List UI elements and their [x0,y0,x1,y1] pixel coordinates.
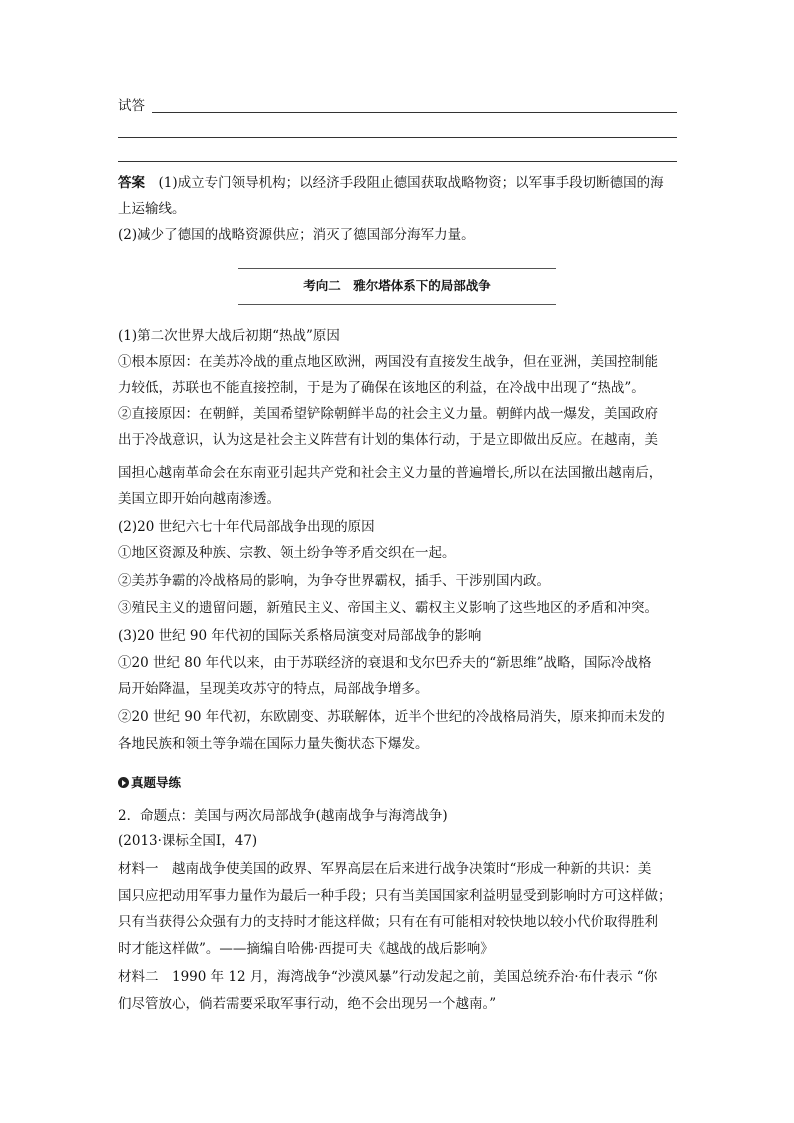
practice-heading-text: 真题导练 [131,775,182,790]
material2-line: 们尽管放心，倘若需要采取军事行动，绝不会出现另一个越南。” [118,996,497,1012]
answer-prompt-label: 试答 [118,98,145,114]
material1-line: 只有当获得公众强有力的支持时才能这样做；只有在有可能相对较快地以较小代价取得胜利 [118,914,658,930]
content-line: 出于冷战意识，认为这是社会主义阵营有计划的集体行动，于是立即做出反应。在越南，美 [118,432,658,448]
content-line: ③殖民主义的遗留问题，新殖民主义、帝国主义、霸权主义影响了这些地区的矛盾和冲突。 [118,600,658,616]
material1-line: 国只应把动用军事力量作为最后一种手段；只有当美国国家利益明显受到影响时方可这样做； [118,888,672,904]
content-line: (2)20 世纪六七十年代局部战争出现的原因 [118,519,375,535]
answer-line-3[interactable] [118,161,677,162]
material1-line: 时才能这样做”。——摘编自哈佛·西提可夫《越战的战后影响》 [118,941,494,957]
play-circle-icon [118,777,129,788]
content-line: ②20 世纪 90 年代初，东欧剧变、苏联解体，近半个世纪的冷战格局消失，原来抑而未发的 [118,709,665,725]
content-line: ②美苏争霸的冷战格局的影响，为争夺世界霸权，插手、干涉别国内政。 [118,573,550,589]
material1-line: 材料一 越南战争使美国的政界、军界高层在后来进行战争决策时“形成一种新的共识：美 [118,861,652,877]
answer-label: 答案 [118,175,145,191]
content-line: ①根本原因：在美苏冷战的重点地区欧洲，两国没有直接发生战争，但在亚洲，美国控制能 [118,354,658,370]
answer-text-1: (1)成立专门领导机构；以经济手段阻止德国获取战略物资；以军事手段切断德国的海 [158,175,664,191]
content-line: 力较低，苏联也不能直接控制，于是为了确保在该地区的利益，在冷战中出现了“热战”。 [118,380,645,396]
answer-line-a [118,173,664,193]
content-line: (3)20 世纪 90 年代初的国际关系格局演变对局部战争的影响 [118,628,482,644]
answer-text-2: 上运输线。 [118,201,186,217]
section-header-bottom-rule [238,304,556,305]
content-line: ②直接原因：在朝鲜，美国希望铲除朝鲜半岛的社会主义力量。朝鲜内战一爆发，美国政府 [118,406,658,422]
content-line: 各地民族和领土等争端在国际力量失衡状态下爆发。 [118,736,429,752]
practice-heading [118,773,181,793]
material2-line: 材料二 1990 年 12 月，海湾战争“沙漠风暴”行动发起之前，美国总统乔治·布什表示 “你 [118,969,658,985]
content-line: (1)第二次世界大战后初期“热战”原因 [118,328,340,344]
section-header-title: 考向二 雅尔塔体系下的局部战争 [303,278,491,293]
answer-text-3: (2)减少了德国的战略资源供应；消灭了德国部分海军力量。 [118,227,475,243]
section-header-top-rule [238,268,556,269]
content-line: 国担心越南革命会在东南亚引起共产党和社会主义力量的普遍增长,所以在法国撤出越南后， [118,465,663,481]
answer-line-1[interactable] [152,112,677,113]
practice-source: (2013·课标全国Ⅰ，47) [118,833,258,849]
content-line: 局开始降温，呈现美攻苏守的特点，局部战争增多。 [118,681,429,697]
content-line: ①地区资源及种族、宗教、领土纷争等矛盾交织在一起。 [118,545,456,561]
content-line: ①20 世纪 80 年代以来，由于苏联经济的衰退和戈尔巴乔夫的“新思维”战略，国际冷战格 [118,655,652,671]
content-line: 美国立即开始向越南渗透。 [118,491,280,507]
practice-item: 2．命题点：美国与两次局部战争(越南战争与海湾战争) [118,808,448,824]
answer-line-2[interactable] [118,137,677,138]
